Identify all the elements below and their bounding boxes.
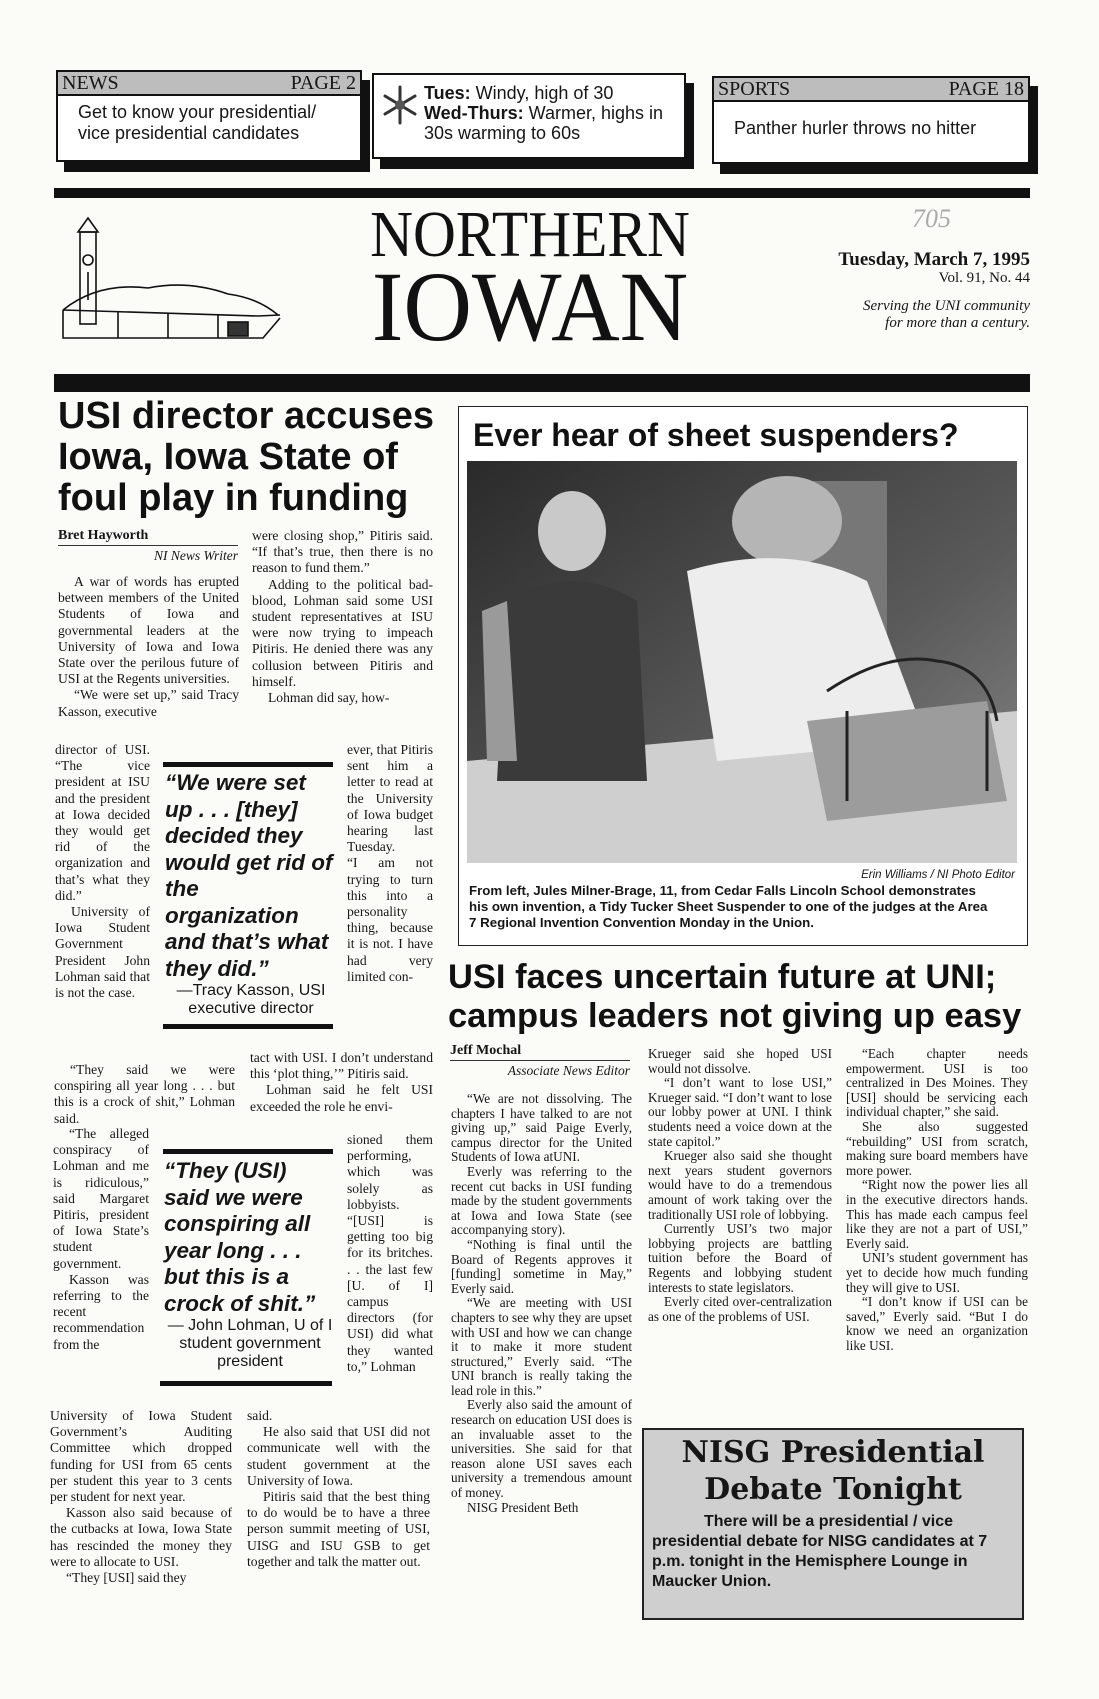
paragraph: He also said that USI did not communicate well with the student government at the University of Iowa. xyxy=(247,1424,430,1488)
paragraph: “They said we were conspiring all year long . . . but this is a crock of shit,” Lohman said. xyxy=(54,1062,235,1126)
weather-box xyxy=(372,73,686,159)
pullquote1-top-rule xyxy=(163,762,333,767)
paragraph: sioned them performing, which was solely as lobbyists. xyxy=(347,1132,433,1212)
paragraph: tact with USI. I don’t understand this ‘plot thing,’” Pitiris said. xyxy=(250,1050,433,1082)
paragraph: Lohman said he felt USI exceeded the role he envi- xyxy=(250,1082,433,1114)
paragraph: Everly also said the amount of research on education USI does is an invaluable asset to the universities. She said for that reason alone USI saves each university a tremendous amount of money. xyxy=(451,1397,632,1501)
article2-byline xyxy=(450,1043,630,1079)
paragraph: Lohman did say, how- xyxy=(268,690,390,706)
weather-day2-label: Wed-Thurs: xyxy=(424,103,524,123)
article1-byline xyxy=(58,528,238,564)
issue-volume: Vol. 91, No. 44 xyxy=(938,270,1030,286)
pullquote1-text: “We were set up . . . [they] decided they would get rid of the organization and that’s what they did.” xyxy=(165,770,333,981)
article1-col1-narrow xyxy=(55,742,150,1001)
paragraph: “The alleged conspiracy of Lohman and me is ridiculous,” said Margaret Pitiris, president of Iowa State’s student government. xyxy=(53,1126,149,1271)
sports-teaser-text: Panther hurler throws no hitter xyxy=(734,118,977,138)
paragraph: Kasson was referring to the recent recommendation from the xyxy=(53,1271,149,1352)
paragraph: A war of words has erupted between members of the United Students of Iowa and governmental leaders at the University of Iowa and Iowa State over the perilous future of USI at the Regents universities. xyxy=(58,574,239,687)
notice-text: There will be a presidential / vice presidential debate for NISG candidates at 7 p.m. tonight in the Hemisphere Lounge in Maucker Union. xyxy=(652,1513,988,1590)
masthead-title-line1: NORTHERN xyxy=(370,198,690,271)
paragraph: “I don’t know if USI can be saved,” Everly said. “But I do know we need an organization like USI. xyxy=(846,1294,1028,1353)
pullquote2-attribution: — John Lohman, U of I student government president xyxy=(167,1317,333,1370)
paragraph: University of Iowa Student Government President John Lohman said that is not the case. xyxy=(55,904,150,1001)
notice-title-line1: NISG Presidential xyxy=(681,1435,985,1470)
issue-date: Tuesday, March 7, 1995 xyxy=(838,249,1030,270)
masthead-info xyxy=(838,250,1030,332)
article1-byline-name: Bret Hayworth xyxy=(58,528,238,546)
paragraph: NISG President Beth xyxy=(467,1499,579,1515)
article1-col1-narrow2 xyxy=(53,1126,149,1353)
paragraph: Krueger also said she thought next years student governors would have to do a tremendous amount of work taking over the traditionally USI role of lobbying. xyxy=(648,1148,832,1222)
paragraph: Krueger said she hoped USI would not dissolve. xyxy=(648,1046,832,1076)
article1-col2-bottom xyxy=(247,1408,430,1570)
notice-title xyxy=(644,1434,1022,1508)
paragraph: She also suggested “rebuilding” USI from scratch, making sure board members have more power. xyxy=(846,1118,1028,1178)
paragraph: Everly cited over-centralization as one of the problems of USI. xyxy=(648,1294,832,1324)
article1-col2-narrow2 xyxy=(347,1132,433,1375)
handwritten-note: 705 xyxy=(912,204,951,233)
article2-col3 xyxy=(846,1047,1028,1353)
pullquote2-text: “They (USI) said we were conspiring all year long . . . but this is a crock of shit.” xyxy=(164,1158,316,1316)
news-teaser-text: Get to know your presidential/ vice presidential candidates xyxy=(78,102,317,143)
paragraph: “Right now the power lies all in the executive directors hands. This has made each campus feel like they are not a part of USI,” Everly said. xyxy=(846,1177,1028,1251)
article2-col2 xyxy=(648,1047,832,1324)
paragraph: “They [USI] said they xyxy=(66,1570,187,1586)
masthead-title xyxy=(350,198,710,362)
paragraph: director of USI. “The vice president at ISU and the president at Iowa decided they would get rid of the organization and that’s what they did.” xyxy=(55,742,150,903)
pullquote2 xyxy=(164,1158,336,1371)
news-teaser-bar xyxy=(58,72,360,96)
article1-byline-title: NI News Writer xyxy=(153,548,238,563)
paragraph: “[USI] is getting too big for its britches. . . the last few [U. of I] campus directors (for USI) did what they wanted to,” Lohman xyxy=(347,1213,433,1374)
weather-day1-text: Windy, high of 30 xyxy=(470,83,614,103)
paragraph: ever, that Pitiris sent him a letter to read at the University of Iowa budget hearing last Tuesday. xyxy=(347,742,433,855)
snowflake-icon xyxy=(382,85,418,125)
pullquote1 xyxy=(165,770,337,1018)
article1-col1-mid xyxy=(54,1062,235,1127)
weather-day1 xyxy=(424,83,684,103)
paragraph: “We are not dissolving. The chapters I have talked to are not giving up,” said Paige Everly, campus director for the United Students of Iowa atUNI. xyxy=(451,1091,632,1165)
feature-photo[interactable] xyxy=(467,461,1017,863)
article2-headline[interactable]: USI faces uncertain future at UNI; campus leaders not giving up easy xyxy=(448,958,1022,1035)
article1-col1-top xyxy=(58,574,239,720)
pullquote1-attribution: —Tracy Kasson, USI executive director xyxy=(176,982,326,1017)
article1-col2-narrow xyxy=(347,742,433,985)
photo-credit: Erin Williams / NI Photo Editor xyxy=(861,869,1015,881)
notice-title-line2: Debate Tonight xyxy=(704,1472,962,1507)
weather-day2 xyxy=(424,103,684,143)
masthead-top-rule xyxy=(54,188,1030,198)
photo-feature-headline[interactable]: Ever hear of sheet suspenders? xyxy=(473,417,959,453)
paragraph: Everly was referring to the recent cut backs in USI funding made by the student governments at Iowa and Iowa State (see accompanying story). xyxy=(451,1163,632,1238)
sports-page-label: PAGE 18 xyxy=(948,78,1024,100)
pullquote1-bottom-rule xyxy=(163,1024,333,1029)
masthead-title-line2: IOWAN xyxy=(371,251,689,362)
news-section-label: NEWS xyxy=(62,72,119,94)
paragraph: “Each chapter needs empowerment. USI is too centralized in Des Moines. They [USI] should be servicing each individual chapter,” she said. xyxy=(846,1046,1028,1120)
paragraph: Pitiris said that the best thing to do would be to have a three person summit meeting of USI, UISG and ISU GSB to get together and talk the matter out. xyxy=(247,1489,430,1569)
paragraph: Currently USI’s two major lobbying projects are battling tuition before the Board of Regents and lobbying student interests to state legislators. xyxy=(648,1221,832,1295)
sports-teaser-bar xyxy=(714,78,1028,102)
masthead-bottom-rule xyxy=(54,374,1030,392)
paragraph: “I don’t want to lose USI,” Krueger said. “I don’t want to lose our lobby power at UNI. I think students need a voice down at the state capitol.” xyxy=(648,1075,832,1149)
paragraph: Kasson also said because of the cutbacks at Iowa, Iowa State has rescinded the money they were to allocate to USI. xyxy=(50,1505,232,1569)
article2-byline-name: Jeff Mochal xyxy=(450,1043,630,1061)
paragraph: “We are meeting with USI chapters to see why they are upset with USI and how we can change it to make it more student structured,” Everly said. “The UNI branch is really taking the lead role in this.” xyxy=(451,1295,632,1398)
paragraph: said. xyxy=(247,1408,273,1423)
article1-col2-mid xyxy=(250,1050,433,1115)
weather-day2-text: Warmer, highs in 30s warming to 60s xyxy=(424,103,664,143)
sports-teaser[interactable] xyxy=(712,76,1030,164)
paragraph: Adding to the political bad-blood, Lohman said some USI student representatives at ISU were now trying to impeach Pitiris. He denied there was any collusion between Pitiris and himself. xyxy=(252,576,433,689)
paragraph: “Nothing is final until the Board of Regents approves it [funding] sometime in May,” Everly said. xyxy=(451,1236,632,1296)
article2-byline-title: Associate News Editor xyxy=(507,1063,630,1078)
photo-caption: From left, Jules Milner-Brage, 11, from Cedar Falls Lincoln School demonstrates his own invention, a Tidy Tucker Sheet Suspender to one of the judges at the Area 7 Regional Invention Convention Monday in the Union. xyxy=(469,883,988,930)
article1-headline[interactable]: USI director accuses Iowa, Iowa State of foul play in funding xyxy=(58,395,434,519)
article1-col1-bottom xyxy=(50,1408,232,1586)
paragraph: “We were set up,” said Tracy Kasson, executive xyxy=(58,687,239,719)
pullquote2-top-rule xyxy=(163,1149,333,1154)
paragraph: UNI’s student government has yet to decide how much funding they will give to USI. xyxy=(846,1250,1028,1295)
paragraph: University of Iowa Student Government’s Auditing Committee which dropped funding for USI from 65 cents per student this year to 3 cents per student for next year. xyxy=(50,1408,232,1505)
paragraph: “I am not trying to turn this into a personality thing, because it is not. I have had very limited con- xyxy=(347,855,433,984)
article1-col2-top xyxy=(252,528,433,706)
campus-logo xyxy=(58,210,288,345)
photo-feature-box xyxy=(458,406,1028,946)
sports-section-label: SPORTS xyxy=(718,78,791,100)
news-page-label: PAGE 2 xyxy=(290,72,356,94)
news-teaser[interactable] xyxy=(56,70,362,162)
tagline-line2: for more than a century. xyxy=(885,315,1030,331)
weather-day1-label: Tues: xyxy=(424,83,471,103)
paragraph: were closing shop,” Pitiris said. “If that’s true, then there is no reason to fund them.” xyxy=(252,528,433,576)
tagline-line1: Serving the UNI community xyxy=(862,298,1030,314)
article2-col1 xyxy=(451,1092,632,1515)
debate-notice-box xyxy=(642,1428,1024,1620)
pullquote2-bottom-rule xyxy=(160,1381,332,1386)
